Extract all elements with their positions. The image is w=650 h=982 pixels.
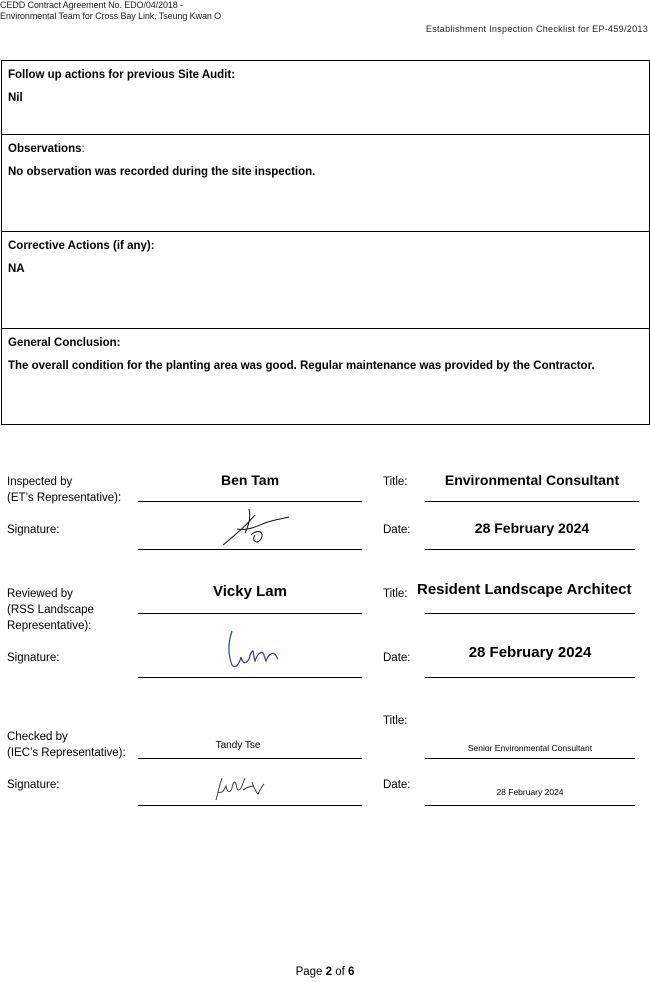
corrective-label: Corrective Actions (if any):: [8, 240, 155, 252]
checked-signature-label: Signature:: [7, 779, 60, 791]
inspected-label-line2: (ET’s Representative):: [7, 492, 122, 504]
observations-colon: :: [81, 143, 85, 155]
inspected-title-value: Environmental Consultant: [444, 472, 620, 488]
reviewed-title-line: [425, 613, 635, 614]
inspected-title-line: [425, 501, 639, 502]
checked-date-label: Date:: [383, 779, 411, 791]
reviewed-date-line: [425, 677, 635, 678]
observations-label-wrap: [8, 143, 643, 155]
inspected-title-label: Title:: [383, 476, 408, 488]
team-line: Environmental Team for Cross Bay Link, Tseung Kwan O: [0, 11, 222, 21]
inspected-name: Ben Tam: [220, 472, 280, 488]
reviewed-label-line1: Reviewed by: [7, 588, 73, 600]
checked-label: [7, 729, 126, 761]
of-word: of: [335, 966, 345, 978]
reviewed-date-label: Date:: [383, 652, 411, 664]
page-word: Page: [295, 966, 323, 978]
conclusion-body: The overall condition for the planting area was good. Regular maintenance was provided by the Contractor.: [8, 360, 595, 372]
inspected-date-label: Date:: [383, 524, 411, 536]
checked-signature-line: [138, 805, 362, 806]
followup-section: [2, 61, 649, 134]
checked-date-line: [425, 805, 635, 806]
conclusion-section: [2, 328, 649, 424]
page-footer: [0, 966, 650, 978]
contract-line: CEDD Contract Agreement No. EDO/04/2018 -: [0, 0, 183, 10]
checked-name: Tandy Tse: [215, 740, 261, 751]
reviewed-label: [7, 586, 94, 634]
inspected-signature-label: Signature:: [7, 524, 60, 536]
tandy-tse-signature: [210, 772, 270, 804]
inspected-label-line1: Inspected by: [7, 476, 73, 488]
inspected-signature-line: [138, 549, 362, 550]
checked-title-line: [425, 758, 635, 759]
reviewed-signature-label: Signature:: [7, 652, 60, 664]
ben-tam-signature: [215, 505, 295, 551]
reviewed-name-line: [138, 613, 362, 614]
inspected-label: [7, 474, 121, 506]
observations-section: [2, 134, 649, 231]
corrective-body: NA: [8, 263, 25, 275]
reviewed-title-value: Resident Landscape Architect: [417, 581, 632, 598]
inspected-name-line: [138, 501, 362, 502]
checked-date-value: 28 February 2024: [496, 787, 564, 797]
page-total: 6: [348, 966, 355, 978]
conclusion-label: General Conclusion:: [8, 337, 121, 349]
page-number: 2: [325, 966, 333, 978]
audit-sections-table: [1, 60, 650, 425]
checklist-title: Establishment Inspection Checklist for EP-459/2013: [425, 24, 648, 34]
reviewed-date-value: 28 February 2024: [468, 644, 592, 661]
followup-label: Follow up actions for previous Site Audit:: [8, 69, 236, 81]
reviewed-title-label: Title:: [383, 588, 408, 600]
reviewed-label-line3: Representative):: [7, 620, 92, 632]
reviewed-label-line2: (RSS Landscape: [7, 604, 94, 616]
followup-body: Nil: [8, 92, 23, 104]
checked-label-line2: (IEC’s Representative):: [7, 747, 126, 759]
observations-body: No observation was recorded during the site inspection.: [8, 166, 316, 178]
inspected-date-value: 28 February 2024: [474, 520, 590, 536]
inspected-date-line: [425, 549, 635, 550]
observations-label: Observations: [8, 143, 82, 155]
checked-title-value: Senior Environmental Consultant: [467, 743, 593, 753]
checked-title-label: Title:: [383, 715, 408, 727]
reviewed-signature-line: [138, 677, 362, 678]
checked-name-line: [138, 758, 362, 759]
corrective-section: [2, 231, 649, 328]
reviewed-name: Vicky Lam: [213, 583, 287, 600]
checked-label-line1: Checked by: [7, 731, 68, 743]
vicky-lam-signature: [222, 625, 286, 671]
document-header: [0, 0, 221, 22]
